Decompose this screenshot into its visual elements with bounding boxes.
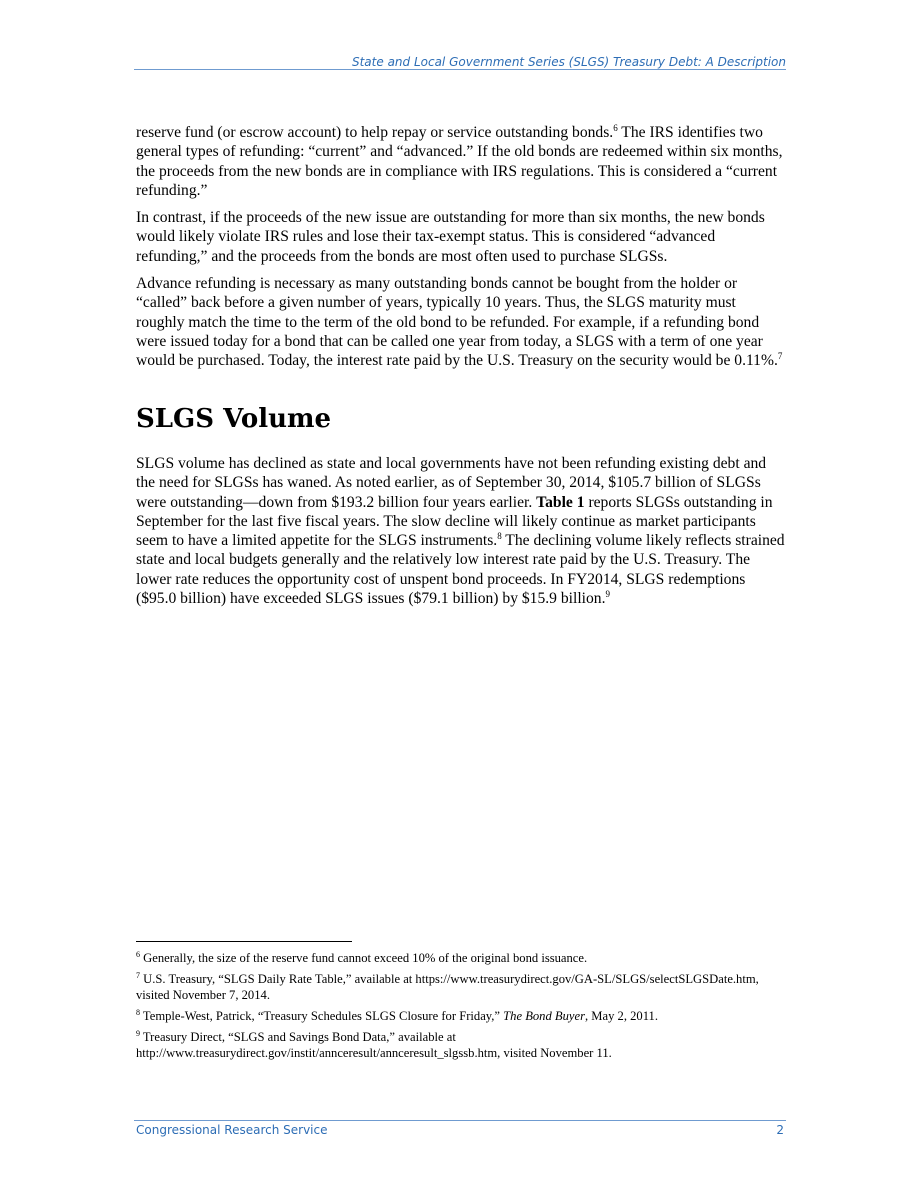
page-number: 2 xyxy=(776,1123,784,1137)
paragraph-text: The IRS identifies two general types of refunding: “current” and “advanced.” If the old bonds are redeemed within six months, the proceeds from the new bonds are in compliance with IRS regulations. This is considered a “current refunding.” xyxy=(136,124,783,199)
footnote-ref-9[interactable]: 9 xyxy=(605,589,610,600)
footer-organization: Congressional Research Service xyxy=(136,1123,328,1137)
footnote-ref-6[interactable]: 6 xyxy=(613,123,618,133)
paragraph-slgs-volume xyxy=(136,454,788,608)
table-reference[interactable]: Table 1 xyxy=(536,493,585,511)
footnote-text: U.S. Treasury, “SLGS Daily Rate Table,” available at https://www.treasurydirect.gov/GA-SL/SLGS/selectSLGSDate.htm, visited November 7, 2014. xyxy=(136,972,759,1002)
footnote-ref-8[interactable]: 8 xyxy=(497,531,502,542)
paragraph-advance-refunding-necessity xyxy=(136,274,788,370)
paragraph-text: Advance refunding is necessary as many outstanding bonds cannot be bought from the holder or “called” back before a given number of years, typically 10 years. Thus, the SLGS maturity must roughly match the time to the term of the old bond to be refunded. For example, if a refunding bond were issued today for a bond that can be called one year from today, a SLGS with a term of one year would be purchased. Today, the interest rate paid by the U.S. Treasury on the security would be 0.11%. xyxy=(136,275,778,370)
footnote-text: , May 2, 2011. xyxy=(585,1009,658,1023)
footnote-number: 8 xyxy=(136,1008,140,1017)
section-heading-slgs-volume: SLGS Volume xyxy=(136,404,332,434)
footnote-number: 6 xyxy=(136,950,140,959)
footnote-text: Generally, the size of the reserve fund cannot exceed 10% of the original bond issuance. xyxy=(140,951,588,965)
footnote-6 xyxy=(136,950,788,966)
intro-text-block xyxy=(136,123,788,379)
running-header-title: State and Local Government Series (SLGS) Treasury Debt: A Description xyxy=(351,55,786,69)
footnote-divider xyxy=(136,941,352,942)
footnote-9 xyxy=(136,1029,788,1061)
paragraph-text: reports SLGSs outstanding in September for the last five fiscal years. The slow decline will likely continue as market participants seem to have a limited appetite for the SLGS instruments. xyxy=(136,493,773,550)
footnote-text: Temple-West, Patrick, “Treasury Schedules SLGS Closure for Friday,” xyxy=(140,1009,504,1023)
footnote-8 xyxy=(136,1008,788,1024)
paragraph-text: reserve fund (or escrow account) to help repay or service outstanding bonds. xyxy=(136,124,614,141)
header-divider xyxy=(134,69,786,70)
paragraph-refunding-types xyxy=(136,123,788,200)
section-text-block xyxy=(136,454,788,616)
paragraph-text: The declining volume likely reflects strained state and local budgets generally and the relatively low interest rate paid by the U.S. Treasury. The lower rate reduces the opportunity cost of unspent bond proceeds. In FY2014, SLGS redemptions ($95.0 billion) have exceeded SLGS issues ($79.1 billion) by $15.9 billion. xyxy=(136,532,785,608)
footnote-number: 9 xyxy=(136,1029,140,1038)
paragraph-advanced-refunding: In contrast, if the proceeds of the new issue are outstanding for more than six months, the new bonds would likely violate IRS rules and lose their tax-exempt status. This is considered “advanced refunding,” and the proceeds from the bonds are most often used to purchase SLGSs. xyxy=(136,209,765,265)
footnote-ref-7[interactable]: 7 xyxy=(777,351,783,362)
footnote-number: 7 xyxy=(136,971,140,980)
footnote-7 xyxy=(136,971,788,1003)
footnote-text: Treasury Direct, “SLGS and Savings Bond Data,” available at http://www.treasurydirect.gov/instit/annceresult/annceresult_slgssb.htm, visited November 11. xyxy=(136,1030,612,1060)
footnotes-list xyxy=(136,950,788,1066)
paragraph-text: SLGS volume has declined as state and local governments have not been refunding existing debt and the need for SLGSs has waned. As noted earlier, as of September 30, 2014, $105.7 billion of SLGSs were outstanding—down from $193.2 billion four years earlier. xyxy=(136,455,767,511)
publication-title: The Bond Buyer xyxy=(503,1009,585,1023)
footer-divider xyxy=(134,1120,786,1121)
